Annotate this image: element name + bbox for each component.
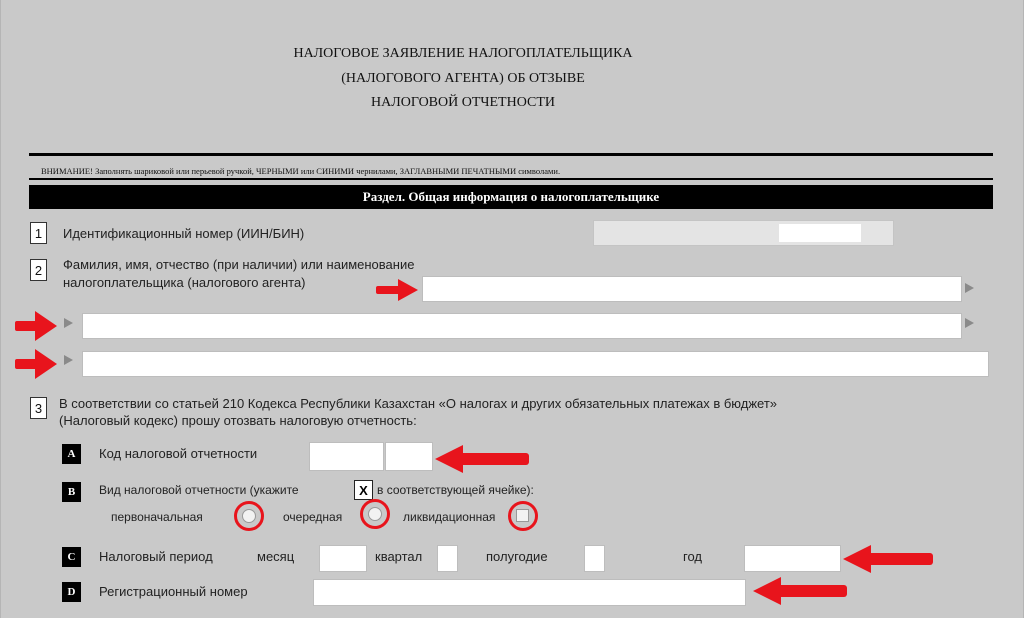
report-type-label: Вид налоговой отчетности (укажите — [99, 483, 299, 497]
name-input-line1[interactable] — [422, 276, 962, 302]
year-label: год — [683, 549, 702, 564]
section-letter-c: C — [62, 547, 81, 567]
section-letter-a: A — [62, 444, 81, 464]
notice-text: ВНИМАНИЕ! Заполнять шариковой или перьевой ручкой, ЧЕРНЫМИ или СИНИМИ чернилами, ЗАГЛАВНЫМИ ПЕЧАТНЫМИ символами. — [41, 166, 561, 176]
field-number-3: 3 — [30, 397, 47, 419]
option-initial-label: первоначальная — [111, 510, 203, 524]
play-icon — [965, 318, 974, 328]
section-letter-d: D — [62, 582, 81, 602]
section-header: Раздел. Общая информация о налогоплательщике — [29, 185, 993, 209]
arrow-left-icon — [435, 444, 531, 474]
iin-bin-label: Идентификационный номер (ИИН/БИН) — [63, 226, 305, 241]
play-icon — [64, 318, 73, 328]
request-text-line1: В соответствии со статьей 210 Кодекса Республики Казахстан «О налогах и других обязательных платежах в бюджет» — [59, 396, 778, 411]
month-input[interactable] — [319, 545, 367, 572]
tax-period-label: Налоговый период — [99, 549, 213, 564]
quarter-label: квартал — [375, 549, 423, 564]
option-liquidation-label: ликвидационная — [403, 510, 496, 524]
name-label-line1: Фамилия, имя, отчество (при наличии) или наименование — [63, 257, 415, 272]
name-label-line2: налогоплательщика (налогового агента) — [63, 275, 306, 290]
report-code-input-1[interactable] — [309, 442, 384, 471]
field-number-2: 2 — [30, 259, 47, 281]
form-title-line2: (НАЛОГОВОГО АГЕНТА) ОБ ОТЗЫВЕ — [341, 71, 585, 86]
registration-number-label: Регистрационный номер — [99, 584, 248, 599]
arrow-right-icon — [374, 279, 419, 301]
highlight-circle — [508, 501, 538, 531]
name-input-line3[interactable] — [82, 351, 989, 377]
play-icon — [64, 355, 73, 365]
arrow-right-icon — [13, 311, 58, 341]
month-label: месяц — [257, 549, 295, 564]
year-input[interactable] — [744, 545, 841, 572]
play-icon — [965, 283, 974, 293]
registration-number-input[interactable] — [313, 579, 746, 606]
half-year-input[interactable] — [584, 545, 605, 572]
arrow-right-icon — [13, 349, 58, 379]
field-number-1: 1 — [30, 222, 47, 244]
form-title-line3: НАЛОГОВОЙ ОТЧЕТНОСТИ — [371, 95, 555, 110]
report-type-label-end: в соответствующей ячейке): — [377, 483, 534, 497]
iin-bin-input[interactable] — [593, 220, 894, 246]
arrow-left-icon — [753, 576, 849, 606]
report-code-label: Код налоговой отчетности — [99, 446, 258, 461]
arrow-left-icon — [843, 544, 935, 574]
x-mark-sample: X — [354, 480, 373, 500]
notice-rule — [29, 178, 993, 180]
report-code-input-2[interactable] — [385, 442, 433, 471]
option-regular-label: очередная — [283, 510, 343, 524]
form-title-line1: НАЛОГОВОЕ ЗАЯВЛЕНИЕ НАЛОГОПЛАТЕЛЬЩИКА — [293, 46, 633, 61]
highlight-circle — [360, 499, 390, 529]
top-rule — [29, 153, 993, 156]
section-letter-b: B — [62, 482, 81, 502]
half-year-label: полугодие — [486, 549, 548, 564]
iin-bin-highlight — [779, 224, 861, 242]
highlight-circle — [234, 501, 264, 531]
name-input-line2[interactable] — [82, 313, 962, 339]
request-text-line2: (Налоговый кодекс) прошу отозвать налоговую отчетность: — [59, 413, 417, 428]
quarter-input[interactable] — [437, 545, 458, 572]
